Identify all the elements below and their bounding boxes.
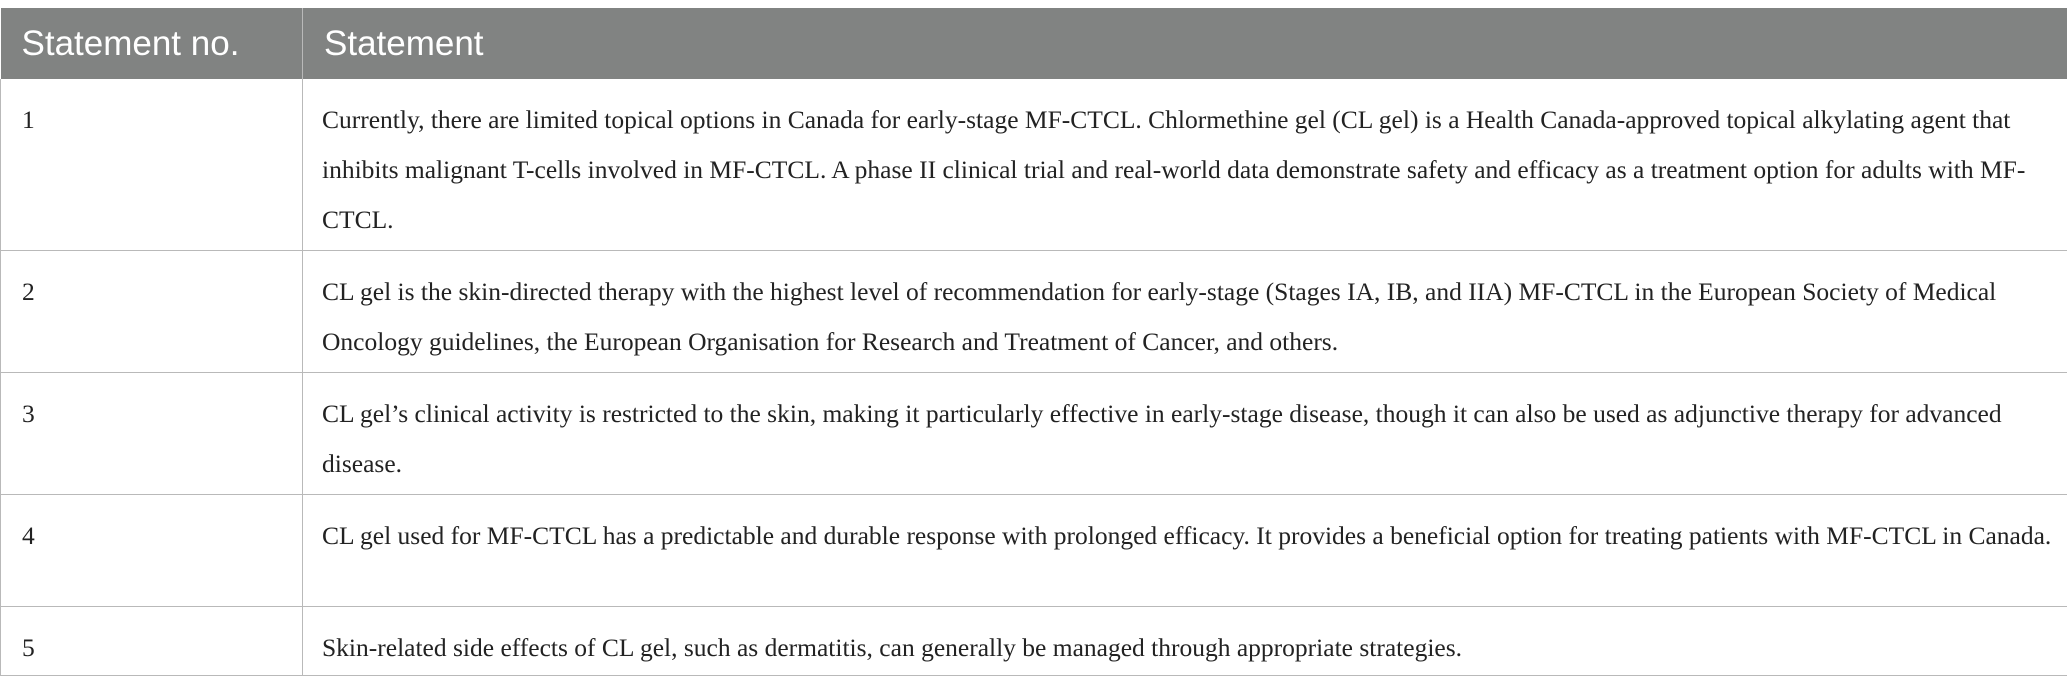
statement-number-cell: 3 (1, 373, 303, 495)
statement-text-cell: Skin-related side effects of CL gel, such as dermatitis, can generally be managed through appropriate strategies. (303, 607, 2067, 676)
statement-text-cell: CL gel used for MF-CTCL has a predictable and durable response with prolonged efficacy. It provides a beneficial option for treating patients with MF-CTCL in Canada. (303, 495, 2067, 607)
table-row (1, 495, 2067, 607)
table-header (1, 8, 2067, 79)
statement-text-cell: CL gel is the skin-directed therapy with the highest level of recommendation for early-stage (Stages IA, IB, and IIA) MF-CTCL in the European Society of Medical Oncology guidelines, the European Organisation for Research and Treatment of Cancer, and others. (303, 251, 2067, 373)
table-row (1, 79, 2067, 251)
table-row (1, 607, 2067, 676)
column-header-statement-no: Statement no. (1, 8, 303, 79)
column-header-statement: Statement (303, 8, 2067, 79)
statement-text-cell: CL gel’s clinical activity is restricted to the skin, making it particularly effective in early-stage disease, though it can also be used as adjunctive therapy for advanced disease. (303, 373, 2067, 495)
table-row (1, 251, 2067, 373)
statement-text-cell: Currently, there are limited topical options in Canada for early-stage MF-CTCL. Chlormethine gel (CL gel) is a Health Canada-approved topical alkylating agent that inhibits malignant T-cells involved in MF-CTCL. A phase II clinical trial and real-world data demonstrate safety and efficacy as a treatment option for adults with MF-CTCL. (303, 79, 2067, 251)
header-row (1, 8, 2067, 79)
statement-number-cell: 1 (1, 79, 303, 251)
statement-number-cell: 5 (1, 607, 303, 676)
statement-number-cell: 2 (1, 251, 303, 373)
statement-number-cell: 4 (1, 495, 303, 607)
table-body (1, 79, 2067, 676)
table-row (1, 373, 2067, 495)
statements-table-container (0, 8, 2067, 676)
statements-table (0, 8, 2067, 676)
